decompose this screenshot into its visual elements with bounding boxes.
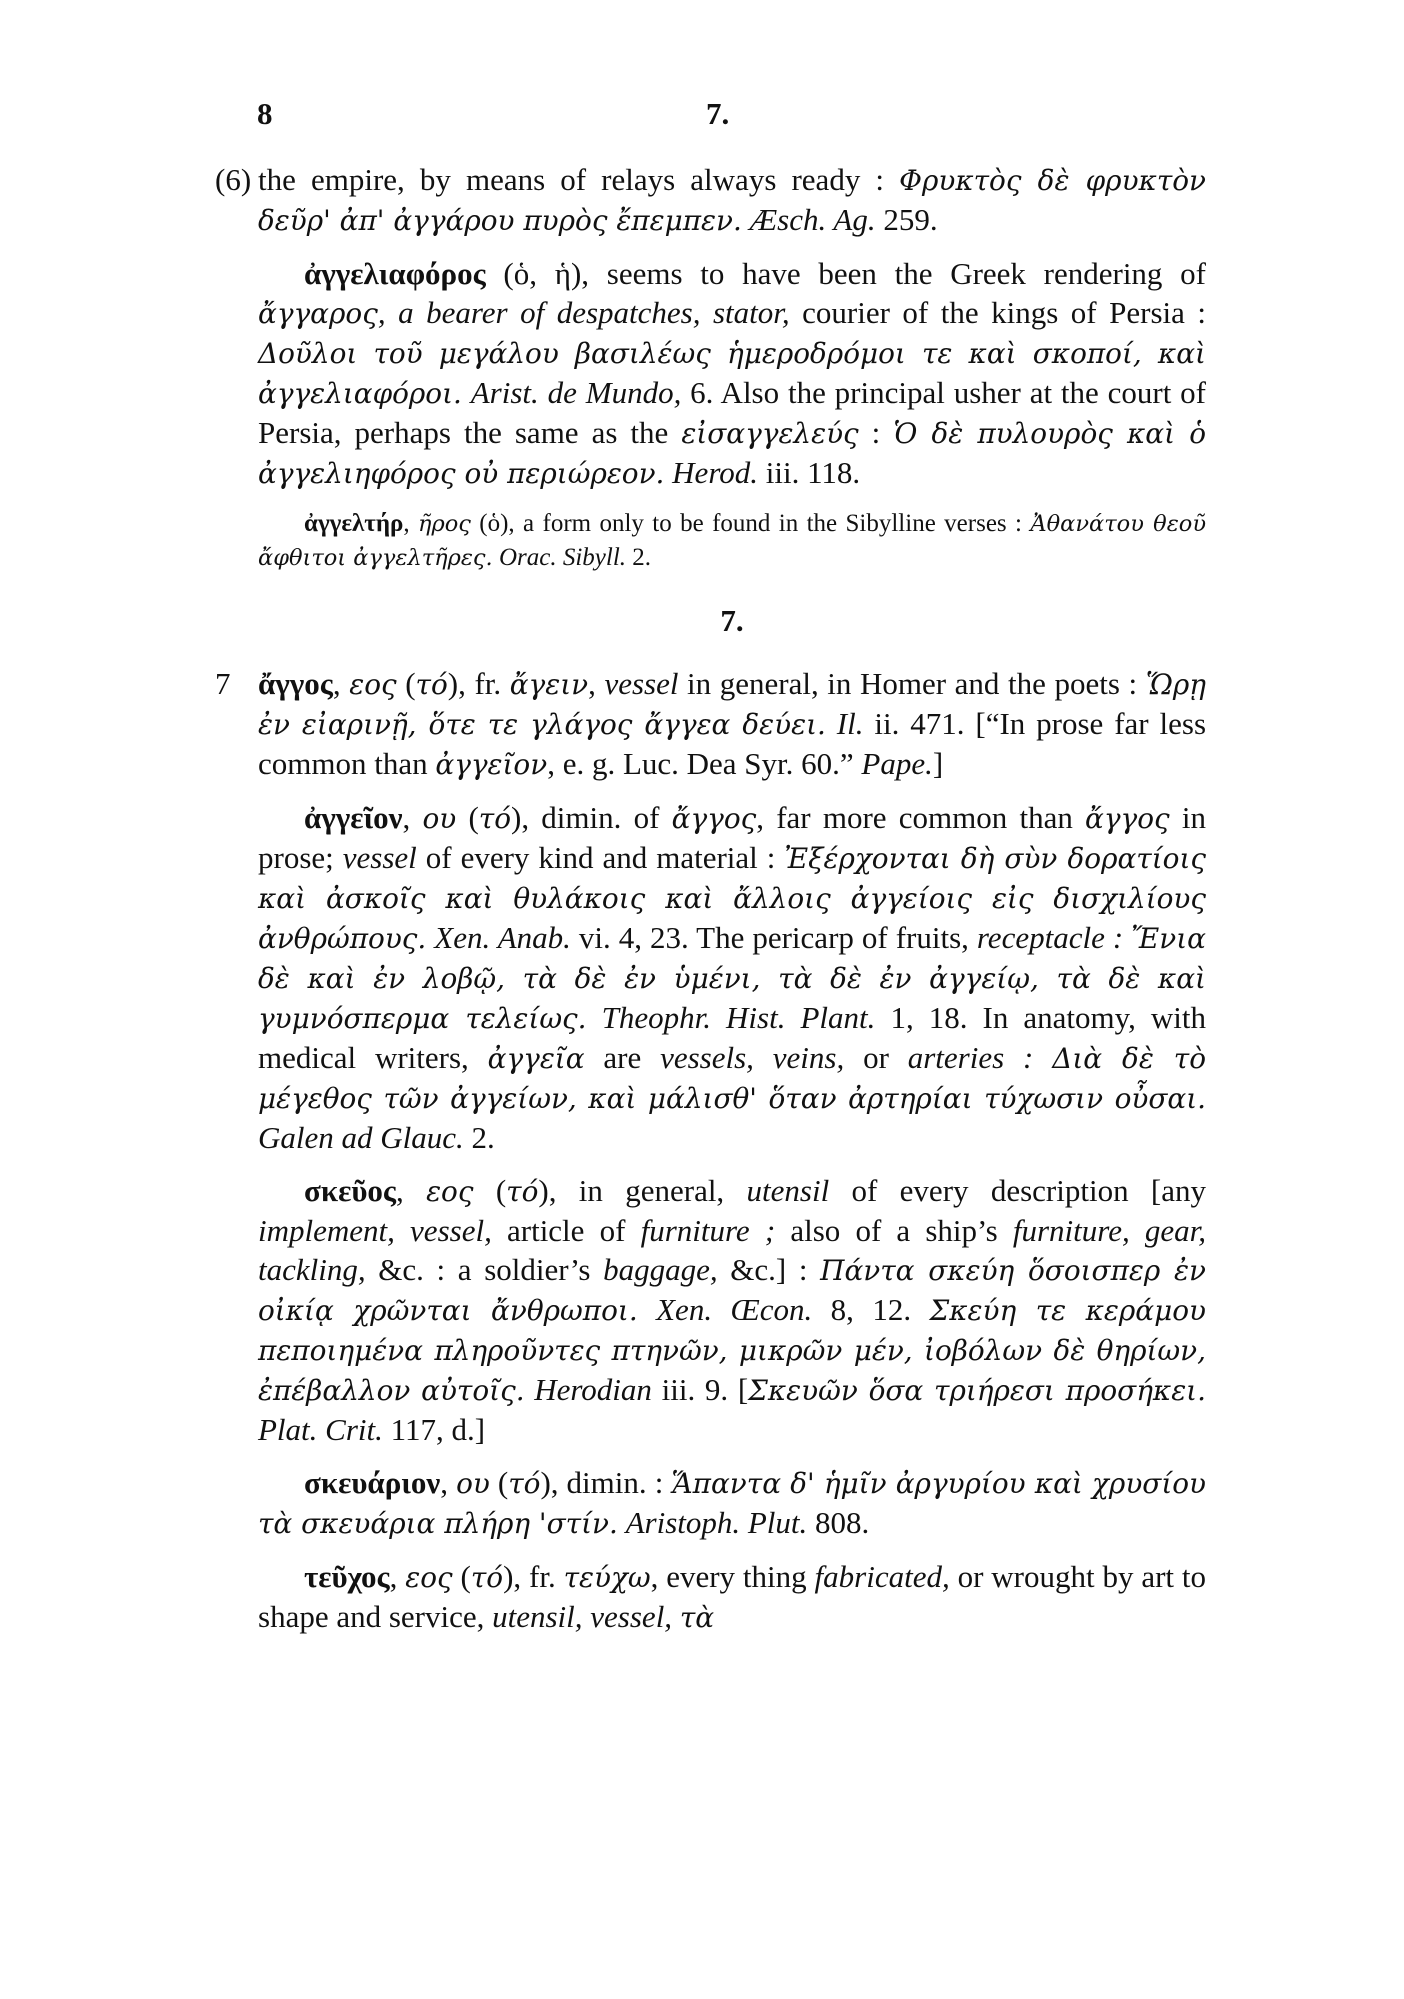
dictionary-entry xyxy=(258,798,1206,1157)
entry-marker: 7 xyxy=(215,666,231,701)
citation-text: Herod. xyxy=(664,455,758,490)
entry-text: 2. xyxy=(626,544,652,571)
greek-text: Φρυκτὸς δὲ φρυκτὸν δεῦρ' ἀπ' ἀγγάρου πυρὸς ἔπεμπεν. xyxy=(258,164,1206,237)
entry-text: ), fr. xyxy=(447,666,510,701)
entry-text: ii. 471. [“In prose far less common than xyxy=(258,706,1207,781)
greek-text: εος xyxy=(426,1175,474,1208)
greek-text: τό xyxy=(508,1467,541,1500)
greek-text: Σκευῶν ὅσα τριήρεσι προσήκει. xyxy=(748,1374,1206,1407)
citation-text: arteries : xyxy=(907,1040,1034,1075)
greek-text: ου xyxy=(422,802,457,835)
entry-text xyxy=(1123,920,1131,955)
citation-text: , a bearer of despatches, stator, xyxy=(377,295,790,330)
entry-text: 259. xyxy=(875,202,938,237)
entry-text: vi. 4, 23. The pericarp of fruits, xyxy=(570,920,977,955)
running-head xyxy=(0,96,1404,136)
entry-text: ] xyxy=(932,746,944,781)
citation-text: receptacle : xyxy=(976,920,1124,955)
entry-text: 2. xyxy=(463,1120,495,1155)
entry-text: , far more common than xyxy=(756,800,1086,835)
entry-text: ( xyxy=(452,1559,471,1594)
entry-text: &c. : a soldier’s xyxy=(365,1252,604,1287)
greek-text: Ἔνια δὲ καὶ ἐν λοβῷ, τὰ δὲ ἐν ὑμένι, τὰ δὲ ἐν ἀγγείῳ, τὰ δὲ καὶ γυμνόσπερμα τελείως. xyxy=(258,922,1207,1035)
entry-text: ( xyxy=(456,800,479,835)
entry-text: iii. 118. xyxy=(757,455,861,490)
greek-text: ἄγγος xyxy=(1085,802,1170,835)
citation-text: utensil xyxy=(746,1173,830,1208)
citation-text: furniture ; xyxy=(640,1213,776,1248)
greek-text: ἀγγεῖα xyxy=(487,1042,585,1075)
citation-text: fabricated, xyxy=(814,1559,950,1594)
entry-text: of every kind and material : xyxy=(416,840,785,875)
citation-text: vessels, veins, xyxy=(660,1040,845,1075)
citation-text: Xen. Œcon. xyxy=(637,1292,813,1327)
entry-text: : xyxy=(858,415,894,450)
citation-text: vessel xyxy=(342,840,417,875)
entry-text: ( xyxy=(473,1173,507,1208)
dictionary-entry xyxy=(258,1171,1206,1449)
entry-text: (ὁ), a form only to be found in the Sibylline verses : xyxy=(470,510,1031,537)
dictionary-entry xyxy=(258,1463,1206,1543)
greek-text: ῆρος xyxy=(418,511,471,537)
citation-text: implement, vessel, xyxy=(258,1213,492,1248)
dictionary-entry xyxy=(258,254,1206,493)
headword: ἄγγος xyxy=(258,666,333,701)
dictionary-entry xyxy=(258,507,1206,575)
entry-text: , xyxy=(389,1559,406,1594)
entry-text: ( xyxy=(396,666,416,701)
headword: ἀγγεῖον xyxy=(304,800,403,835)
entries-column xyxy=(215,160,1207,1651)
greek-text: ου xyxy=(456,1467,490,1500)
greek-text: Πάντα σκεύη ὅσοισπερ ἐν οἰκίᾳ χρῶνται ἄνθρωποι. xyxy=(258,1254,1206,1327)
entry-text: courier of the kings of Persia : xyxy=(789,295,1206,330)
citation-text: Æsch. Ag. xyxy=(741,202,876,237)
headword: σκευάριον xyxy=(304,1465,441,1500)
entry-text: ), dimin. : xyxy=(540,1465,672,1500)
section-number: 7. xyxy=(706,96,730,131)
greek-text: τό xyxy=(506,1175,539,1208)
greek-text: τό xyxy=(415,668,448,701)
entry-text: ), dimin. of xyxy=(511,800,672,835)
entry-text: 117, d.] xyxy=(382,1412,486,1447)
entry-text: in general, in Homer and the poets : xyxy=(678,666,1146,701)
entry-text: in prose; xyxy=(258,800,1206,875)
citation-text: baggage, xyxy=(603,1252,718,1287)
entry-text: (ὁ, ἡ), seems to have been the Greek rendering of xyxy=(485,256,1206,291)
entry-text xyxy=(672,1599,680,1634)
entry-marker: (6) xyxy=(215,162,252,197)
citation-text: Galen ad Glauc. xyxy=(258,1120,464,1155)
dictionary-entry xyxy=(258,1557,1206,1637)
entry-text: iii. 9. [ xyxy=(651,1372,749,1407)
entry-text: are xyxy=(584,1040,661,1075)
entry-text: , xyxy=(402,800,423,835)
entry-text: 8, 12. xyxy=(812,1292,930,1327)
entry-text: ( xyxy=(489,1465,509,1500)
greek-text: ἄγγος xyxy=(671,802,757,835)
entry-text: , xyxy=(403,510,419,537)
entry-text: , e. g. Luc. Dea Syr. 60.” xyxy=(547,746,862,781)
citation-text: Herodian xyxy=(524,1372,652,1407)
greek-text: εος xyxy=(405,1561,453,1594)
entry-text: or xyxy=(844,1040,908,1075)
greek-text: Διὰ δὲ τὸ μέγεθος τῶν ἀγγείων, καὶ μάλισθ' ὅταν ἀρτηρίαι τύχωσιν οὖσαι. xyxy=(258,1042,1206,1115)
citation-text: Xen. Anab. xyxy=(426,920,571,955)
greek-text: Ἀθανάτου θεοῦ ἄφθιτοι ἀγγελτῆρες. xyxy=(258,511,1206,571)
entry-text: article of xyxy=(491,1213,641,1248)
greek-text: εἰσαγγελεύς xyxy=(681,417,859,450)
greek-text: Σκεύη τε κεράμου πεποιημένα πληροῦντες πτηνῶν, μικρῶν μέν, ἰοβόλων δὲ θηρίων, ἐπέβαλλον αὐτοῖς. xyxy=(258,1294,1207,1407)
entry-text: also of a ship’s xyxy=(775,1213,1013,1248)
greek-text: Ὥρῃ ἐν εἰαρινῇ, ὅτε τε γλάγος ἄγγεα δεύει. xyxy=(258,668,1207,741)
entry-text: 6. Also the principal usher at the court of Persia, perhaps the same as the xyxy=(258,375,1206,450)
entry-text xyxy=(1033,1040,1052,1075)
section-heading: 7. xyxy=(720,603,744,638)
headword: σκεῦος xyxy=(304,1173,396,1208)
entry-text: &c.] : xyxy=(717,1252,821,1287)
citation-text: Il. xyxy=(825,706,864,741)
greek-text: Ὁ δὲ πυλουρὸς καὶ ὁ ἀγγελιηφόρος οὐ περιώρεον. xyxy=(258,417,1206,490)
citation-text: utensil, vessel, xyxy=(492,1599,673,1634)
entry-text: , xyxy=(588,666,605,701)
greek-text: εος xyxy=(349,668,397,701)
page-number: 8 xyxy=(257,96,273,131)
entry-text: 1, 18. In anatomy, with medical writers, xyxy=(258,1000,1207,1075)
greek-text: τό xyxy=(470,1561,504,1594)
entry-text: , xyxy=(440,1465,457,1500)
citation-text: Pape. xyxy=(861,746,933,781)
entry-text: ), in general, xyxy=(538,1173,747,1208)
entry-text: , xyxy=(396,1173,427,1208)
greek-text: τό xyxy=(478,802,512,835)
greek-text: ἄγειν xyxy=(509,668,589,701)
headword: τεῦχος xyxy=(304,1559,390,1594)
dictionary-entry xyxy=(215,160,1206,240)
entry-text: ), fr. xyxy=(503,1559,564,1594)
citation-text: Plat. Crit. xyxy=(258,1412,383,1447)
greek-text: τεύχω xyxy=(563,1561,651,1594)
headword: ἀγγελτήρ xyxy=(304,510,404,537)
entry-text: or wrought by art to shape and service, xyxy=(258,1559,1207,1634)
greek-text: Ἐξέρχονται δὴ σὺν δορατίοις καὶ ἀσκοῖς καὶ θυλάκοις καὶ ἄλλοις ἀγγείοις εἰς δισχιλίους ἀνθρώπους. xyxy=(258,842,1207,955)
greek-text: ἄγγαρος xyxy=(258,297,378,330)
entry-text: of every description [any xyxy=(829,1173,1206,1208)
citation-text: furniture, gear, tackling, xyxy=(258,1213,1207,1287)
entry-text: 808. xyxy=(807,1505,870,1540)
greek-text: ἀγγεῖον xyxy=(435,748,548,781)
citation-text: Orac. Sibyll. xyxy=(492,544,627,571)
greek-text: τὰ xyxy=(679,1601,715,1634)
greek-text: Δοῦλοι τοῦ μεγάλου βασιλέως ἡμεροδρόμοι τε καὶ σκοποί, καὶ ἀγγελιαφόροι. xyxy=(258,337,1206,410)
citation-text: Aristoph. Plut. xyxy=(617,1505,808,1540)
citation-text: Arist. de Mundo, xyxy=(461,375,682,410)
citation-text: Theophr. Hist. Plant. xyxy=(586,1000,876,1035)
citation-text: vessel xyxy=(604,666,679,701)
entry-text: , xyxy=(332,666,350,701)
dictionary-entry xyxy=(215,664,1207,784)
greek-text: Ἅπαντα δ' ἡμῖν ἀργυρίου καὶ χρυσίου τὰ σκευάρια πλήρη 'στίν. xyxy=(258,1467,1207,1540)
headword: ἀγγελιαφόρος xyxy=(304,256,486,291)
entry-text: the empire, by means of relays always ready : xyxy=(258,162,900,197)
entry-text: , every thing xyxy=(650,1559,815,1594)
